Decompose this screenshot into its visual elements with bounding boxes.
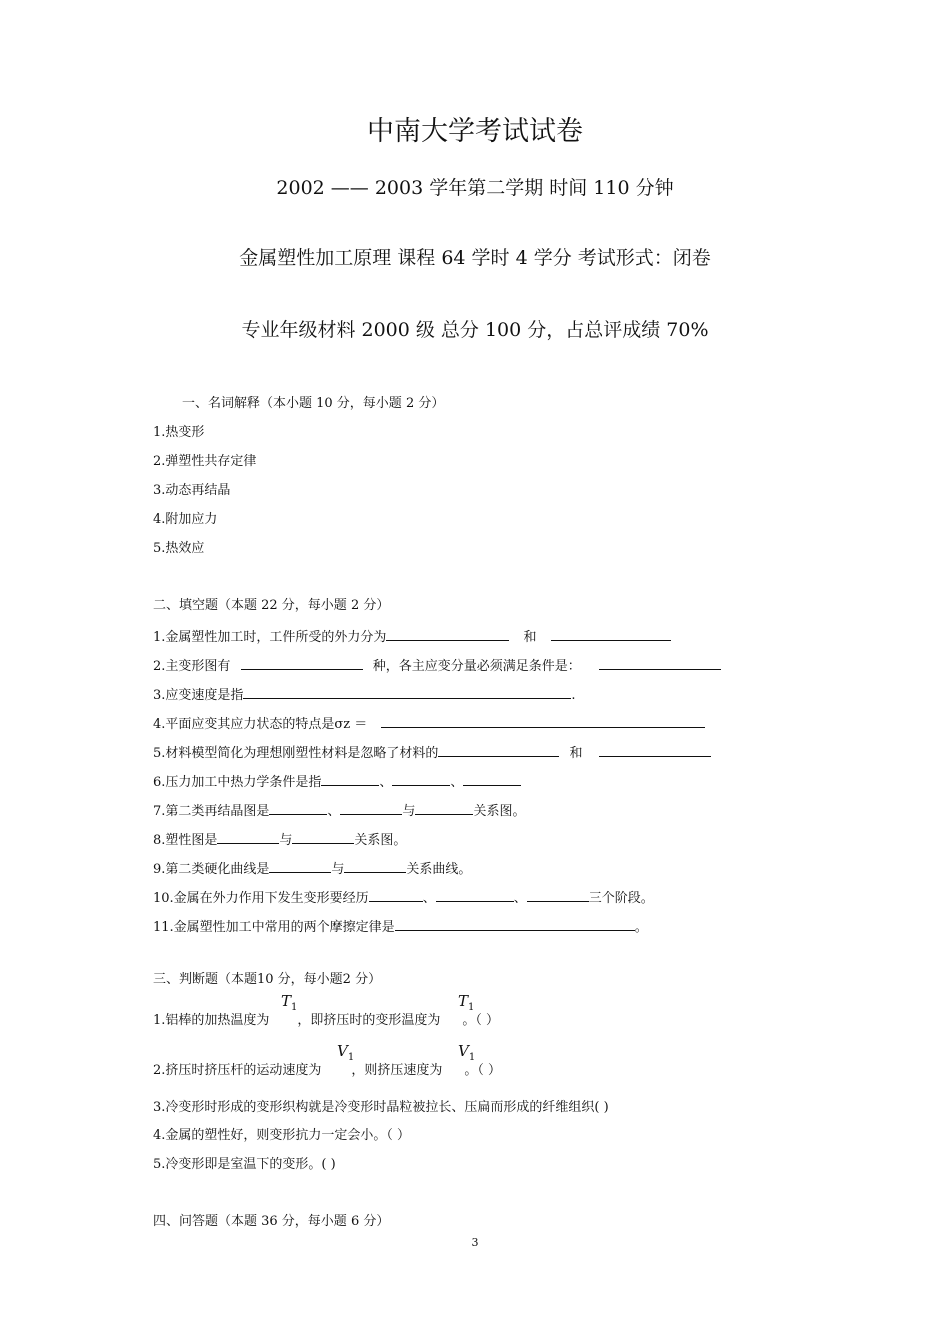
fill-question-6	[153, 772, 521, 791]
answer-blank	[292, 830, 354, 844]
section1-heading: 一、名词解释（本小题 10 分，每小题 2 分）	[182, 396, 445, 411]
question-text: 4.平面应变其应力状态的特点是σz ＝	[153, 717, 368, 732]
answer-blank	[269, 801, 327, 815]
fill-question-5	[153, 743, 711, 762]
answer-blank	[321, 772, 379, 786]
fill-question-7	[153, 801, 525, 820]
answer-blank	[344, 859, 406, 873]
judge-question-1	[153, 1013, 499, 1029]
question-text: 5.材料模型简化为理想刚塑性材料是忽略了材料的	[153, 746, 439, 761]
question-text: 与	[402, 804, 416, 819]
question-text: 关系图。	[473, 804, 526, 819]
question-text: 1.铝棒的加热温度为	[153, 1013, 270, 1028]
variable-t1: $T_1$	[458, 992, 475, 1013]
answer-blank	[527, 888, 589, 902]
question-text: 种，各主应变分量必须满足条件是：	[372, 659, 581, 674]
answer-blank	[463, 772, 521, 786]
answer-blank	[381, 714, 705, 728]
section1-item: 1.热变形	[153, 425, 205, 440]
judge-question-5: 5.冷变形即是室温下的变形。( )	[153, 1157, 336, 1172]
section1-item: 2.弹塑性共存定律	[153, 454, 257, 469]
question-text: 9.第二类硬化曲线是	[153, 862, 270, 877]
answer-blank	[415, 801, 473, 815]
judge-question-4: 4.金属的塑性好，则变形抗力一定会小。（ ）	[153, 1128, 411, 1143]
answer-blank	[599, 656, 721, 670]
exam-major-line: 专业年级材料 2000 级 总分 100 分，占总评成绩 70%	[241, 319, 709, 341]
question-text: 和	[523, 630, 537, 645]
question-text: .	[571, 688, 576, 703]
fill-question-2	[153, 656, 721, 675]
judge-question-2	[153, 1063, 501, 1079]
question-text: 、	[513, 891, 527, 906]
question-text: 6.压力加工中热力学条件是指	[153, 775, 322, 790]
question-text: 2.主变形图有	[153, 659, 231, 674]
fill-question-3	[153, 685, 576, 704]
section1-item: 4.附加应力	[153, 512, 218, 527]
answer-blank	[599, 743, 711, 757]
question-text: 关系图。	[354, 833, 407, 848]
question-text: 、	[327, 804, 341, 819]
answer-blank	[241, 656, 363, 670]
answer-blank	[392, 772, 450, 786]
question-text: 、	[422, 891, 436, 906]
question-text: ，即挤压时的变形温度为	[297, 1013, 441, 1028]
question-text: 3.应变速度是指	[153, 688, 244, 703]
answer-blank	[369, 888, 423, 902]
answer-blank	[340, 801, 402, 815]
question-text: 关系曲线。	[406, 862, 472, 877]
exam-course-line: 金属塑性加工原理 课程 64 学时 4 学分 考试形式：闭卷	[239, 247, 711, 269]
fill-question-9	[153, 859, 471, 878]
answer-blank	[436, 888, 514, 902]
question-text: ，则挤压速度为	[351, 1063, 443, 1078]
answer-blank	[217, 830, 279, 844]
answer-blank	[438, 743, 559, 757]
question-text: 。（ ）	[462, 1013, 500, 1028]
question-text: 8.塑性图是	[153, 833, 218, 848]
question-text: 10.金属在外力作用下发生变形要经历	[153, 891, 369, 906]
judge-question-3: 3.冷变形时形成的变形织构就是冷变形时晶粒被拉长、压扁而形成的纤维组织( )	[153, 1100, 609, 1115]
question-text: 1.金属塑性加工时，工件所受的外力分为	[153, 630, 387, 645]
variable-t1: $T_1$	[281, 992, 298, 1013]
question-text: 、	[450, 775, 464, 790]
fill-question-4	[153, 714, 705, 733]
fill-question-11	[153, 917, 648, 936]
variable-v1: $V_1$	[337, 1042, 355, 1063]
section4-heading: 四、问答题（本题 36 分，每小题 6 分）	[153, 1214, 390, 1229]
question-text: 和	[569, 746, 583, 761]
question-text: 7.第二类再结晶图是	[153, 804, 270, 819]
fill-question-1	[153, 627, 671, 646]
question-text: 11.金属塑性加工中常用的两个摩擦定律是	[153, 920, 395, 935]
answer-blank	[395, 917, 635, 931]
section2-heading: 二、填空题（本题 22 分，每小题 2 分）	[153, 598, 390, 613]
variable-v1: $V_1$	[458, 1042, 476, 1063]
question-text: 2.挤压时挤压杆的运动速度为	[153, 1063, 322, 1078]
answer-blank	[551, 627, 671, 641]
section3-heading: 三、判断题（本题10 分，每小题2 分）	[153, 972, 382, 987]
question-text: 与	[279, 833, 293, 848]
answer-blank	[243, 685, 571, 699]
question-text: 与	[331, 862, 345, 877]
question-text: 。	[634, 920, 648, 935]
question-text: 三个阶段。	[588, 891, 654, 906]
fill-question-8	[153, 830, 406, 849]
exam-term-line: 2002 —— 2003 学年第二学期 时间 110 分钟	[276, 177, 674, 199]
question-text: 、	[379, 775, 393, 790]
fill-question-10	[153, 888, 654, 907]
page-number: 3	[471, 1236, 479, 1249]
question-text: 。（ ）	[464, 1063, 502, 1078]
section1-item: 5.热效应	[153, 541, 205, 556]
section1-item: 3.动态再结晶	[153, 483, 231, 498]
exam-title: 中南大学考试试卷	[367, 116, 583, 147]
answer-blank	[386, 627, 509, 641]
answer-blank	[269, 859, 331, 873]
